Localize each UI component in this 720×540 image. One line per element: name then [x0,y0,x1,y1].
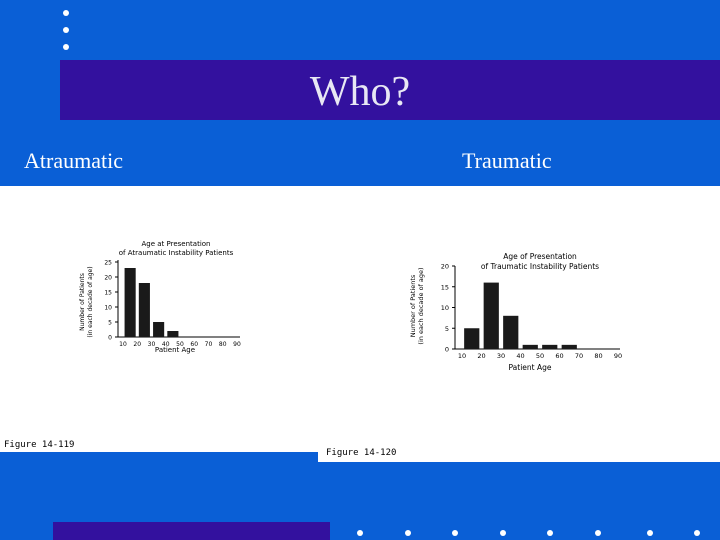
figure-caption-atraumatic: Figure 14-119 [4,440,75,450]
x-tick-label: 60 [555,352,564,360]
top-dot-2 [63,27,69,33]
bar [503,316,518,349]
chart-title-line-2: of Traumatic Instability Patients [480,262,600,271]
traumatic-age-chart [405,248,630,373]
bar [484,283,499,349]
y-axis-label-line-1: Number of Patients [409,274,417,338]
bar [523,345,538,349]
x-tick-label: 50 [176,341,184,348]
y-tick-label: 25 [104,259,112,267]
y-axis-label-line-2: (in each decade of age) [87,266,94,338]
x-tick-label: 90 [613,352,623,360]
bar [562,345,577,349]
y-tick-label: 15 [440,283,449,292]
y-tick-label: 0 [444,345,449,354]
bar [125,268,136,337]
x-tick-label: 80 [218,341,227,348]
x-tick-label: 80 [594,352,603,360]
traumatic-heading: Traumatic [462,148,552,173]
y-tick-label: 15 [104,289,112,297]
x-tick-label: 90 [233,341,241,348]
bar [464,328,479,349]
bottom-dot-2 [405,530,411,536]
y-tick-label: 10 [104,304,112,312]
x-tick-label: 50 [535,352,545,360]
y-axis-label-line-1: Number of Patients [79,273,86,331]
bottom-dot-8 [694,530,700,536]
bar [139,283,150,337]
atraumatic-heading: Atraumatic [24,148,123,173]
x-tick-label: 40 [161,341,170,348]
x-tick-label: 70 [574,352,584,360]
y-tick-label: 20 [440,262,449,271]
y-axis-label-line-2: (in each decade of age) [417,267,425,345]
x-tick-label: 40 [516,352,525,360]
bottom-dot-1 [357,530,363,536]
figure-caption-traumatic: Figure 14-120 [326,448,397,458]
y-tick-label: 5 [108,319,112,327]
y-tick-label: 0 [108,334,112,342]
x-tick-label: 20 [477,352,486,360]
x-tick-label: 20 [133,341,142,348]
y-tick-label: 10 [440,304,449,312]
bottom-dot-3 [452,530,458,536]
bottom-bar [53,522,330,540]
top-dot-3 [63,44,69,50]
bar [167,331,178,337]
bottom-dot-6 [595,530,601,536]
x-tick-label: 10 [119,341,127,348]
x-tick-label: 70 [204,341,213,348]
x-axis-label: Patient Age [154,346,196,354]
x-tick-label: 30 [496,352,506,360]
y-tick-label: 20 [104,274,112,282]
y-tick-label: 5 [444,324,449,333]
top-dot-1 [63,10,69,16]
chart-title-line-1: Age at Presentation [141,240,211,248]
bar [542,345,557,349]
bottom-dot-4 [500,530,506,536]
x-tick-label: 10 [457,352,467,360]
chart-title-line-2: of Atraumatic Instability Patients [118,249,234,257]
x-tick-label: 30 [147,341,156,348]
bottom-dot-7 [647,530,653,536]
bottom-dot-5 [547,530,553,536]
x-tick-label: 60 [190,341,199,348]
bar [153,322,164,337]
slide-title: Who? [309,69,411,115]
atraumatic-age-chart [70,236,260,356]
x-axis-label: Patient Age [508,363,552,372]
chart-title-line-1: Age of Presentation [503,252,577,261]
